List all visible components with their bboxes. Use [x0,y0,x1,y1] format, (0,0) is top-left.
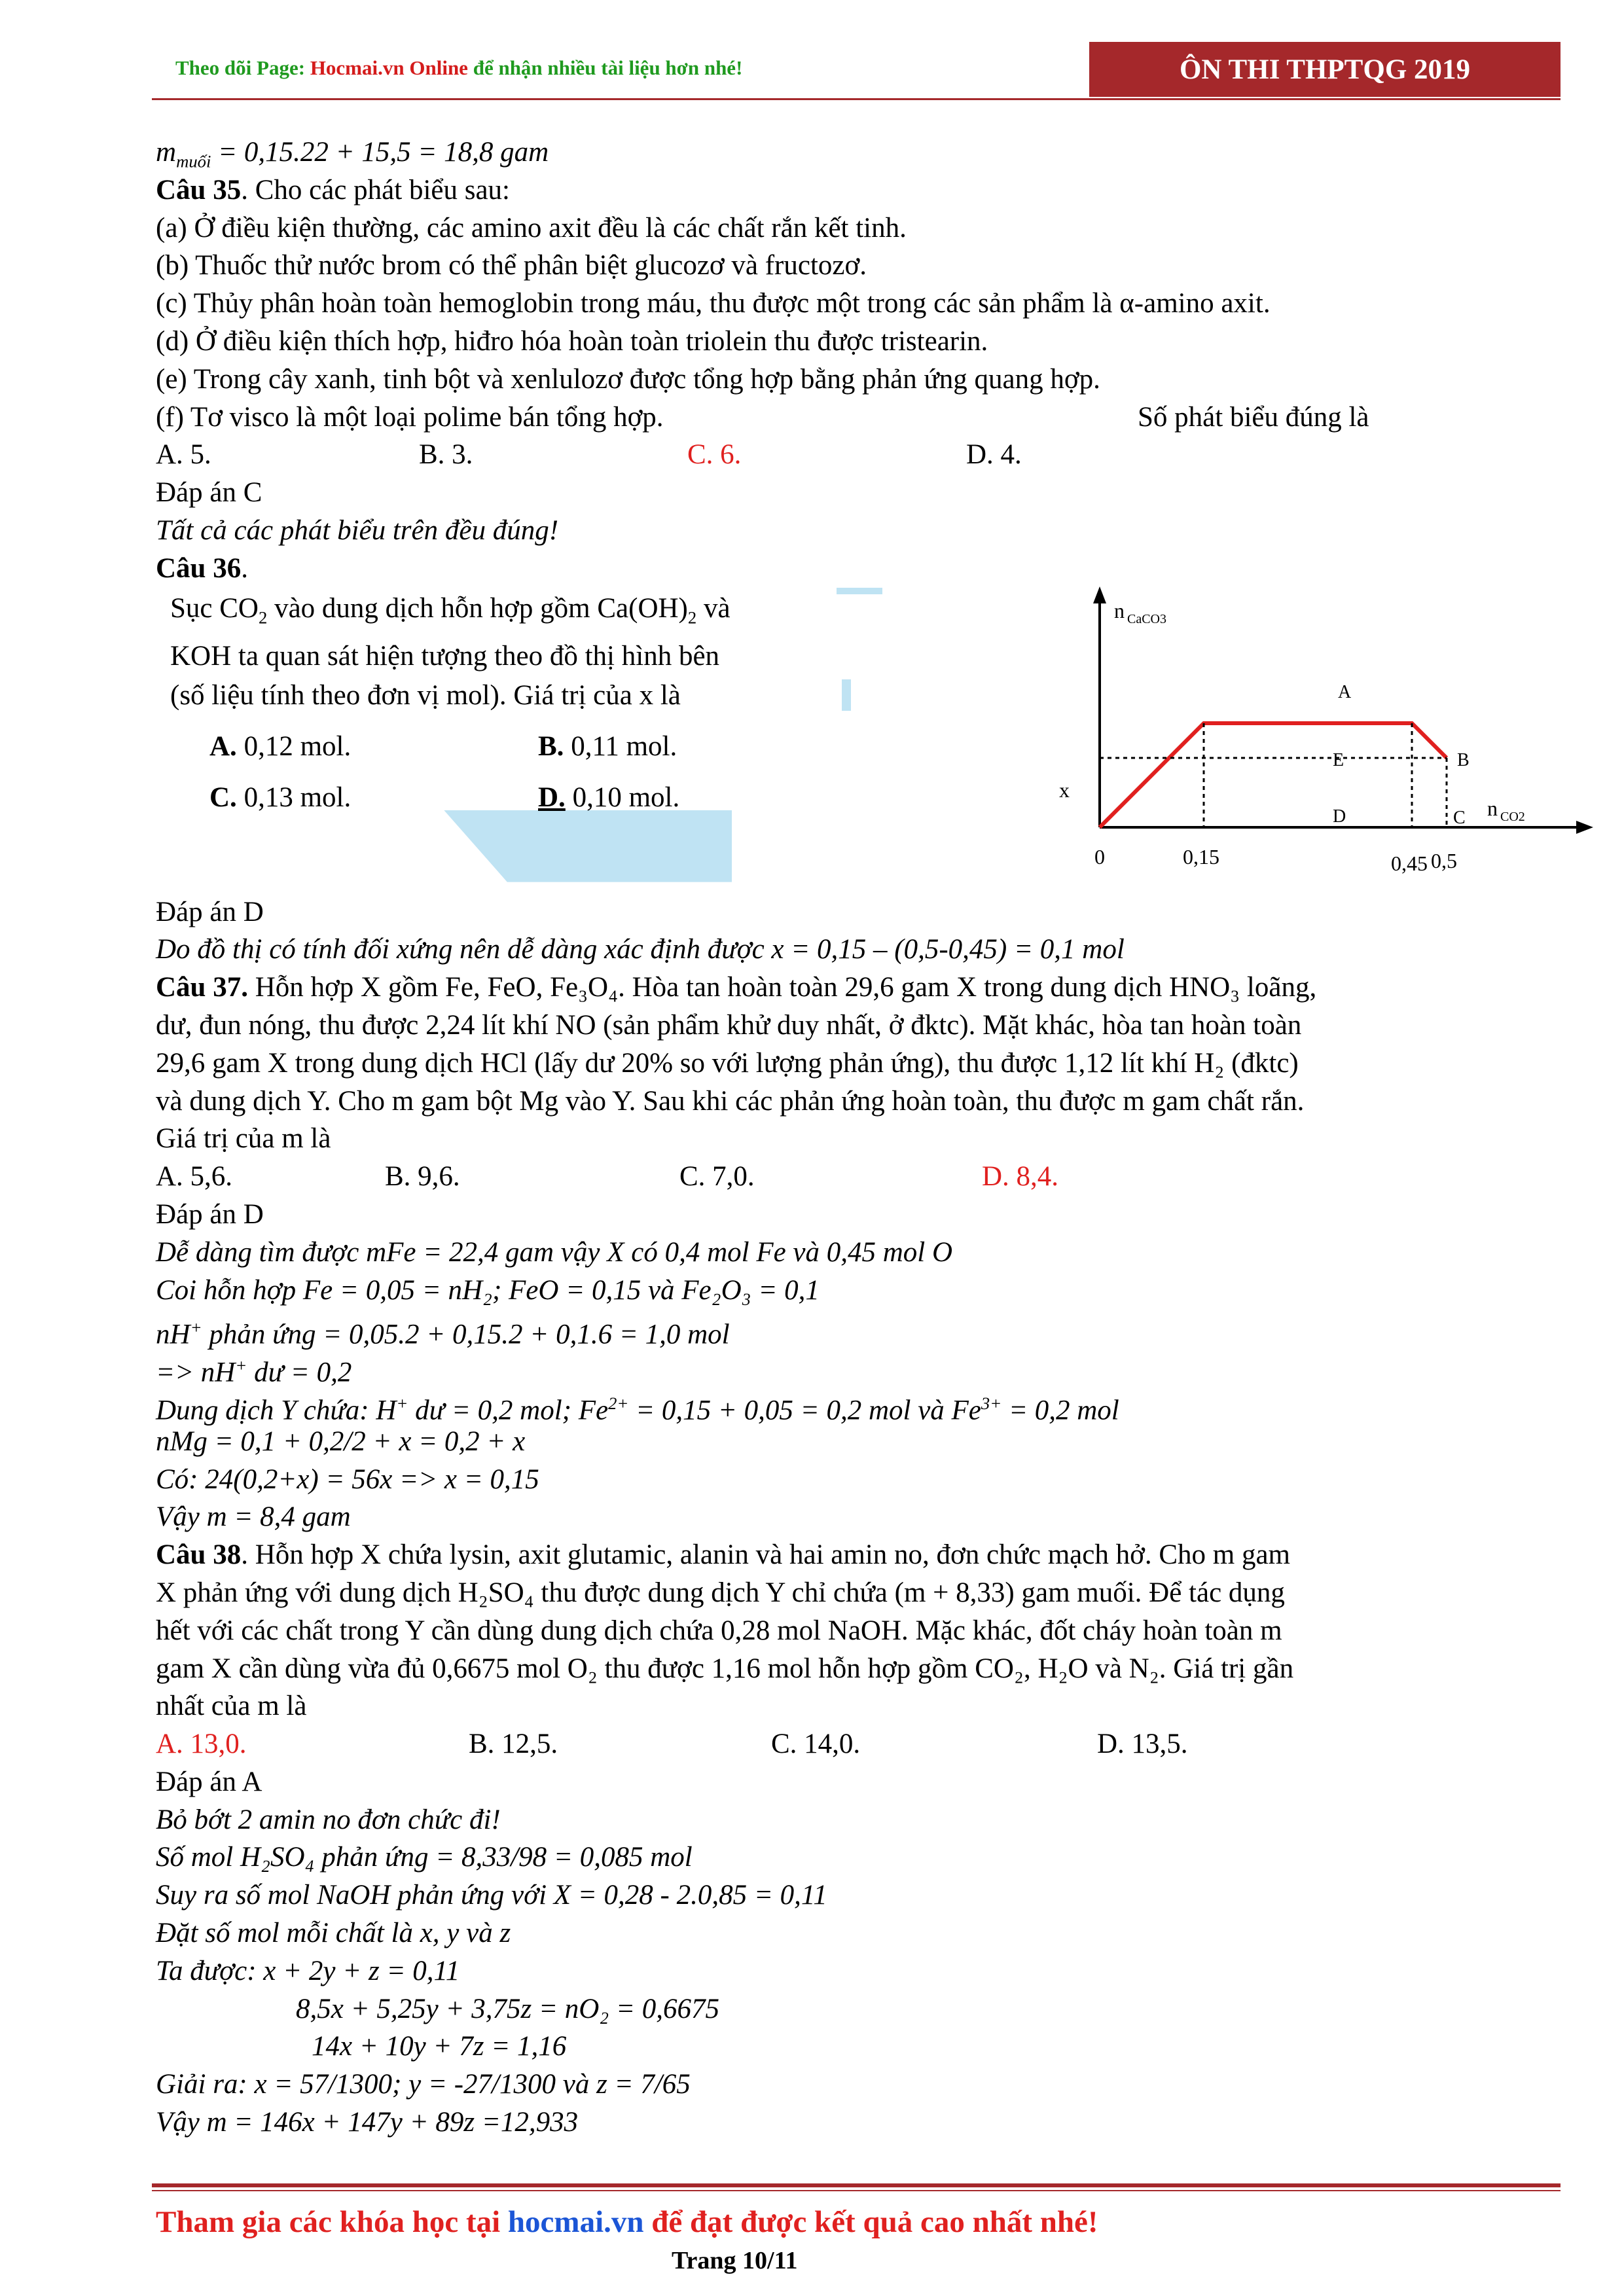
q37-answer: Đáp án D [156,1198,264,1230]
q38-option-c: C. 14,0. [771,1729,861,1760]
q37-solution-6: nMg = 0,1 + 0,2/2 + x = 0,2 + x [156,1426,526,1457]
q37-line-1: Câu 37. Hỗn hợp X gồm Fe, FeO, Fe₃O₄. Hòa tan hoàn toàn 29,6 gam X trong dung dịch HNO₃ loãng, [156,972,1317,1003]
q36-options [209,721,799,823]
q38-line-3: hết với các chất trong Y cần dùng dung dịch chứa 0,28 mol NaOH. Mặc khác, đốt cháy hoàn toàn m [156,1615,1282,1646]
q35-answer: Đáp án C [156,477,262,509]
point-label-b: B [1457,749,1470,770]
q35-statement-c: (c) Thủy phân hoàn toàn hemoglobin trong máu, thu được một trong các sản phẩm là α-amino axit. [156,288,1271,319]
q35-stem: Câu 35. Cho các phát biểu sau: [156,174,510,206]
footer-site-link[interactable]: hocmai.vn [507,2205,644,2239]
q38-solution-6: 8,5x + 5,25y + 3,75z = nO₂ = 0,6675 [296,1993,719,2024]
tick-label-05: 0,5 [1431,848,1457,872]
q38-line-5: nhất của m là [156,1691,307,1722]
q37-solution-3: nH+ phản ứng = 0,05.2 + 0,15.2 + 0,1.6 = 1,0 mol [156,1318,730,1350]
q38-solution-9: Vậy m = 146x + 147y + 89z =12,933 [156,2107,579,2138]
footer-divider-thin [152,2190,1561,2191]
point-label-c: C [1453,807,1466,828]
q37-solution-1: Dễ dàng tìm được mFe = 22,4 gam vậy X có 0,4 mol Fe và 0,45 mol O [156,1236,953,1268]
q35-statement-a: (a) Ở điều kiện thường, các amino axit đều là các chất rắn kết tinh. [156,212,907,243]
header-promo: Theo dõi Page: Hocmai.vn Online để nhận nhiều tài liệu hơn nhé! [175,56,743,79]
point-label-d: D [1333,806,1346,827]
q38-option-d: D. 13,5. [1097,1729,1188,1760]
q38-line-2: X phản ứng với dung dịch H₂SO₄ thu được dung dịch Y chỉ chứa (m + 8,33) gam muối. Để tác dụng [156,1577,1285,1608]
q38-solution-1: Bỏ bớt 2 amin no đơn chức đi! [156,1804,501,1835]
q37-solution-8: Vậy m = 8,4 gam [156,1501,351,1533]
q37-line-2: dư, đun nóng, thu được 2,24 lít khí NO (sản phẩm khử duy nhất, ở đktc). Mặt khác, hòa tan hoàn toàn [156,1009,1302,1041]
q38-solution-7: 14x + 10y + 7z = 1,16 [312,2031,567,2062]
q35-statement-e: (e) Trong cây xanh, tinh bột và xenlulozơ được tổng hợp bằng phản ứng quang hợp. [156,363,1100,395]
q36-chart [888,576,1624,903]
q37-options [156,1158,1517,1196]
q35-option-a: A. 5. [156,439,211,471]
q37-option-b: B. 9,6. [385,1161,460,1193]
footer-divider [152,2183,1561,2187]
header-divider [152,98,1561,100]
q35-statement-d: (d) Ở điều kiện thích hợp, hiđro hóa hoàn toàn triolein thu được tristearin. [156,325,988,357]
q36-option-a: A. 0,12 mol. [209,730,352,762]
q38-solution-4: Đặt số mol mỗi chất là x, y và z [156,1918,511,1949]
q37-line-4: và dung dịch Y. Cho m gam bột Mg vào Y. Sau khi các phản ứng hoàn toàn, thu được m gam chất rắn. [156,1085,1305,1117]
x-axis-label-sub: CO2 [1500,809,1525,824]
q38-option-a: A. 13,0. [156,1729,247,1760]
y-value-label-x: x [1059,778,1070,802]
tick-label-045: 0,45 [1391,851,1428,875]
q38-solution-2: Số mol H₂SO₄ phản ứng = 8,33/98 = 0,085 mol [156,1842,693,1873]
q38-option-b: B. 12,5. [469,1729,558,1760]
q35-option-c: C. 6. [687,439,742,471]
q38-solution-8: Giải ra: x = 57/1300; y = -27/1300 và z = 7/65 [156,2069,691,2100]
mass-salt-line: $m_{muối} = 0,15.22 + 15,5 = 18,8$ gam [156,137,549,171]
data-line [1100,723,1447,827]
q37-option-d: D. 8,4. [982,1161,1059,1193]
q36-question-text: Sục $CO_2$ vào dung dịch hỗn hợp gồm $Ca(OH)_2$ và KOH ta quan sát hiện tượng theo đồ thị hình bên (số liệu tính theo đơn vị mol). Giá trị của x là [170,592,731,711]
page-number: Trang 10/11 [672,2247,798,2274]
q36-label-line: Câu 36. [156,552,248,584]
x-axis-label: n [1487,796,1498,820]
y-axis-arrow [1093,586,1106,603]
q35-explanation: Tất cả các phát biểu trên đều đúng! [156,514,559,546]
q35-option-d: D. 4. [966,439,1022,471]
q38-options [156,1725,1517,1763]
q38-solution-3: Suy ra số mol NaOH phản ứng với X = 0,28 - 2.0,85 = 0,11 [156,1880,827,1911]
q35-statement-b: (b) Thuốc thử nước brom có thể phân biệt glucozơ và fructozơ. [156,250,867,281]
q36-option-b: B. 0,11 mol. [538,730,677,762]
q36-block [156,588,1525,893]
q37-option-a: A. 5,6. [156,1161,233,1193]
q38-solution-5: Ta được: x + 2y + z = 0,11 [156,1955,460,1986]
q35-option-b: B. 3. [419,439,473,471]
q36-option-c: C. 0,13 mol. [209,781,352,813]
q38-answer: Đáp án A [156,1766,262,1797]
q37-solution-2: Coi hỗn hợp Fe = 0,05 = nH₂; FeO = 0,15 và Fe₂O₃ = 0,1 [156,1274,820,1306]
q38-line-4: gam X cần dùng vừa đủ 0,6675 mol O₂ thu được 1,16 mol hỗn hợp gồm CO₂, H₂O và N₂. Giá trị gần [156,1653,1294,1684]
q37-solution-7: Có: 24(0,2+x) = 56x => x = 0,15 [156,1463,539,1495]
point-label-e: E [1333,749,1344,770]
q35-options [156,436,1517,474]
x-axis-arrow [1576,821,1593,834]
q37-line-5: Giá trị của m là [156,1123,331,1155]
q37-line-3: 29,6 gam X trong dung dịch HCl (lấy dư 20% so với lượng phản ứng), thu được 1,12 lít khí H₂ (đktc) [156,1047,1299,1079]
q35-question: Số phát biểu đúng là [1138,401,1369,433]
q38-line-1: Câu 38. Hỗn hợp X chứa lysin, axit glutamic, alanin và hai amin no, đơn chức mạch hở. Cho m gam [156,1539,1290,1571]
header-title-box: ÔN THI THPTQG 2019 [1089,42,1561,97]
page-content [156,134,1525,2142]
y-axis-label: n [1114,598,1125,622]
q37-option-c: C. 7,0. [679,1161,755,1193]
tick-label-015: 0,15 [1183,844,1219,869]
tick-label-0: 0 [1094,844,1105,869]
q37-solution-5: Dung dịch Y chứa: H+ dư = 0,2 mol; $Fe^{2+} = 0,15 + 0,05 = 0,2$ mol và $Fe^{3+} = 0,2$ mol [156,1393,1119,1426]
y-axis-label-sub: CaCO3 [1127,611,1166,626]
q36-option-d: D. 0,10 mol. [538,781,680,813]
q35-statement-f: (f) Tơ visco là một loại polime bán tổng hợp. Số phát biểu đúng là [156,399,1517,437]
point-label-a: A [1338,681,1352,702]
q36-explanation: Do đồ thị có tính đối xứng nên dễ dàng xác định được x = 0,15 – (0,5-0,45) = 0,1 mol [156,934,1125,965]
q37-solution-4: => nH+ dư = 0,2 [156,1355,352,1388]
q36-answer: Đáp án D [156,896,264,927]
header-brand-link[interactable]: Hocmai.vn Online [310,56,468,79]
footer-promo: Tham gia các khóa học tại hocmai.vn để đạt được kết quả cao nhất nhé! [156,2205,1098,2239]
